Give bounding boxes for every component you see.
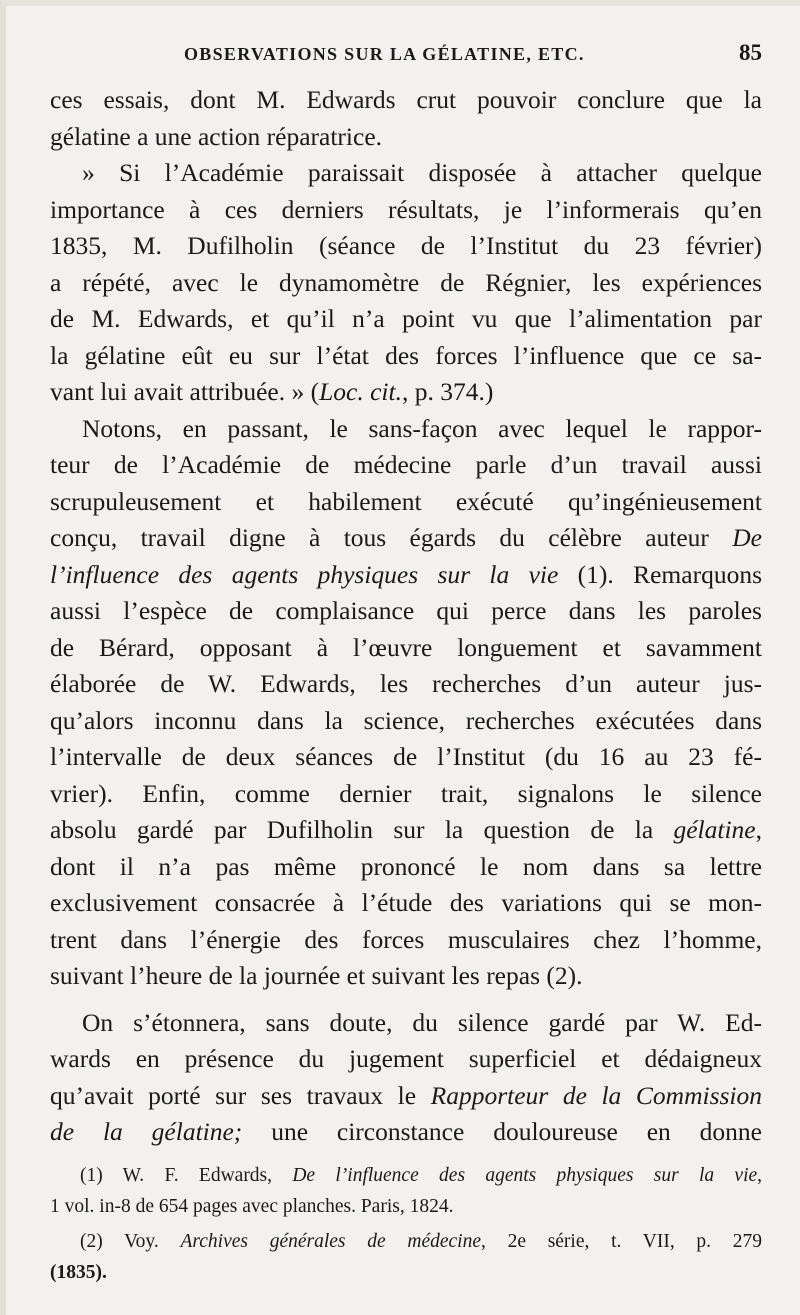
text-line: exclusivement consacrée à l’étude des variations qui se mon- <box>50 888 762 917</box>
book-title-italic: De l’influence des agents physiques sur la vie <box>292 1165 758 1186</box>
footnote-line <box>50 1160 762 1191</box>
emphasis-italic: gélatine <box>673 815 756 844</box>
footnote-2 <box>50 1226 762 1288</box>
page-number: 85 <box>739 40 762 65</box>
text-line: Notons, en passant, le sans-façon avec lequel le rappor- <box>82 413 762 443</box>
text-fragment: (1). Remarquons <box>558 559 762 589</box>
text-fragment: absolu gardé par Dufilholin sur la question de la <box>50 815 674 844</box>
text-line: importance à ces derniers résultats, je l’informerais qu’en <box>50 194 762 224</box>
text-fragment: une circonstance douloureuse en donne <box>242 1117 762 1146</box>
book-title-italic: De <box>732 523 762 552</box>
text-fragment: (1) W. F. Edwards, <box>80 1165 293 1186</box>
text-line: teur de l’Académie de médecine parle d’un travail aussi <box>50 450 762 479</box>
text-line: ces essais, dont M. Edwards crut pouvoir conclure que la <box>50 85 762 114</box>
text-line: dont il n’a pas même prononcé le nom dans sa lettre <box>50 851 762 881</box>
text-line <box>50 557 762 594</box>
text-line: » Si l’Académie paraissait disposée à attacher quelque <box>82 158 762 187</box>
text-line: de M. Edwards, et qu’il n’a point vu que l’alimentation par <box>50 304 762 333</box>
footnote-line <box>50 1226 762 1257</box>
text-line: aussi l’espèce de complaisance qui perce dans les paroles <box>50 596 762 625</box>
text-line: qu’alors inconnu dans la science, recherches exécutées dans <box>50 705 762 735</box>
text-line <box>50 374 762 411</box>
text-line: de Bérard, opposant à l’œuvre longuement et savamment <box>50 632 762 662</box>
text-fragment: (2) Voy. <box>80 1231 181 1252</box>
main-text <box>50 82 762 1151</box>
paragraph-4 <box>50 1005 762 1151</box>
text-line <box>50 520 762 557</box>
text-fragment: vant lui avait attribuée. » ( <box>50 377 320 406</box>
text-fragment: conçu, travail digne à tous égards du célèbre auteur <box>50 523 733 552</box>
text-line: gélatine a une action réparatrice. <box>50 121 383 151</box>
page-header <box>66 40 766 80</box>
text-line: 1835, M. Dufilholin (séance de l’Institut du 23 février) <box>50 231 762 260</box>
text-line: trent dans l’énergie des forces musculaires chez l’homme, <box>50 924 762 954</box>
footnote-line: 1 vol. in-8 de 654 pages avec planches. Paris, 1824. <box>50 1196 454 1217</box>
text-line: vrier). Enfin, comme dernier trait, signalons le silence <box>50 778 762 808</box>
paragraph-1 <box>50 82 762 155</box>
text-line: a répété, avec le dynamomètre de Régnier, les expériences <box>50 267 762 297</box>
text-line: scrupuleusement et habilement exécuté qu’ingénieusement <box>50 486 762 516</box>
text-fragment: qu’avait porté sur ses travaux le <box>50 1080 431 1110</box>
book-title-italic: l’influence des agents physiques sur la vie <box>50 559 559 589</box>
text-fragment: , <box>755 815 762 844</box>
footnote-line: (1835). <box>50 1262 107 1283</box>
text-line <box>50 1078 762 1115</box>
journal-title-italic: Archives générales de médecine <box>180 1231 481 1252</box>
footnotes <box>50 1160 762 1288</box>
citation-italic: Loc. cit. <box>319 377 402 406</box>
footnote-1 <box>50 1160 762 1222</box>
text-line: élaborée de W. Edwards, les recherches d’un auteur jus- <box>50 669 762 698</box>
text-line: On s’étonnera, sans doute, du silence gardé par W. Ed- <box>82 1007 762 1037</box>
text-fragment: , 2e série, t. VII, p. 279 <box>480 1231 762 1252</box>
running-head: OBSERVATIONS SUR LA GÉLATINE, ETC. <box>184 44 585 64</box>
text-fragment: , <box>757 1165 763 1186</box>
text-line <box>50 1114 762 1151</box>
text-line: la gélatine eût eu sur l’état des forces l’influence que ce sa- <box>50 340 762 370</box>
paragraph-2 <box>50 155 762 411</box>
text-fragment: , p. 374.) <box>401 377 494 406</box>
text-line: wards en présence du jugement superficiel et dédaigneux <box>50 1044 762 1073</box>
title-italic: Rapporteur de la Commission <box>430 1080 762 1110</box>
text-line: suivant l’heure de la journée et suivant les repas (2). <box>50 961 583 990</box>
text-line: l’intervalle de deux séances de l’Institut (du 16 au 23 fé- <box>50 742 762 771</box>
paragraph-3 <box>50 411 762 995</box>
title-italic: de la gélatine; <box>50 1117 243 1146</box>
text-line <box>50 812 762 849</box>
